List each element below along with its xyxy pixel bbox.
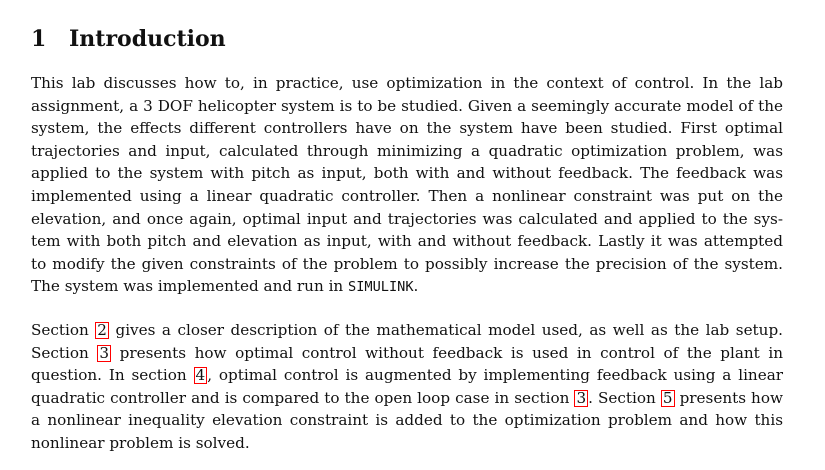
section-heading (31, 24, 226, 54)
paragraph-2-text-3: presents how optimal control without feedback is used in control of the plant in question. In section (31, 343, 783, 385)
paragraph-2-text-5: . Section (588, 388, 661, 407)
section-3-link[interactable]: 3 (99, 343, 110, 362)
section-5-link[interactable]: 5 (662, 388, 673, 407)
intro-paragraph-2 (31, 319, 783, 455)
section-4-link[interactable]: 4 (195, 366, 206, 385)
paragraph-2-text-6: presents how a nonlinear inequality elevation constraint is added to the optimization problem and how this nonlinear problem is solved. (31, 388, 783, 452)
paragraph-1-text: This lab discusses how to, in practice, use optimization in the context of control. In the lab assignment, a 3 DOF helicopter system is to be studied. Given a seemingly accurate model of the system, the effects different controllers have on the system have been studied. First optimal trajectories and input, calculated through minimizing a quadratic optimization problem, was applied to the system with pitch as input, both with and without feedback. The feedback was implemented using a linear quadratic controller. Then a nonlinear constraint was put on the elevation, and once again, optimal input and trajectories was calculated and applied to the system with both pitch and elevation as input, with and without feedback. Lastly it was attempted to modify the given constraints of the problem to possibly increase the precision of the system. The system was implemented and run in (31, 74, 783, 296)
section-2-link[interactable]: 2 (97, 321, 107, 339)
section-number: 1 (31, 26, 47, 52)
section-title: Introduction (69, 26, 226, 52)
paragraph-2-text-1: Section (31, 321, 96, 339)
paragraph-2-text-2: gives a closer description of the mathematical model used, as well as the lab setup. Section (31, 321, 783, 362)
intro-paragraph-1 (31, 72, 783, 299)
section-3-link-second[interactable]: 3 (576, 388, 587, 407)
paragraph-1-end: . (413, 277, 419, 296)
simulink-code-term: SIMULINK (348, 279, 414, 296)
paragraph-2-text-4: , optimal control is augmented by implementing feedback using a linear quadratic controller and is compared to the open loop case in section (31, 366, 784, 407)
